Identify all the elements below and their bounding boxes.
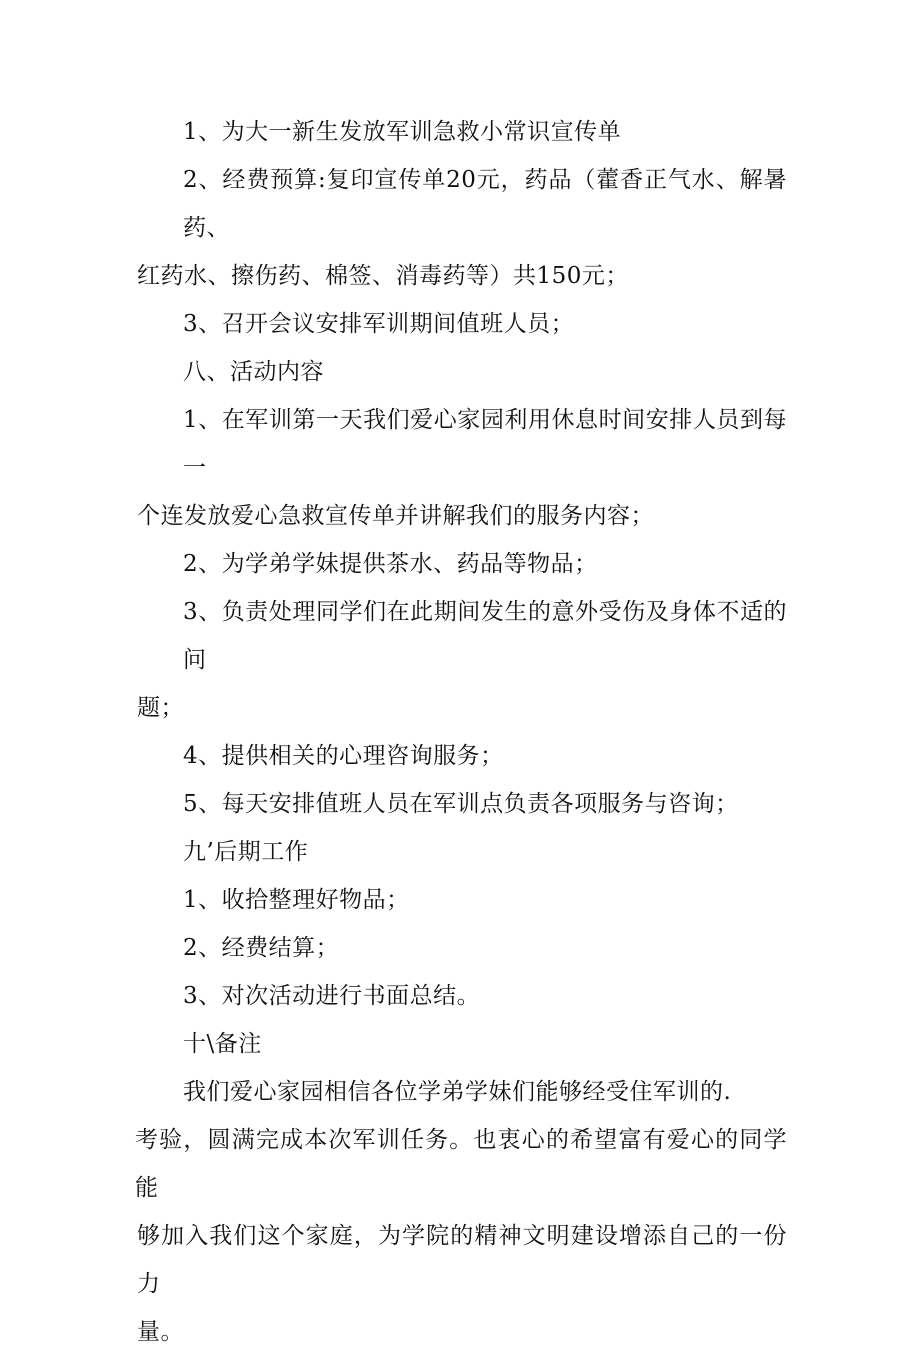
list-item-summary [137, 972, 787, 1020]
list-item-duty-meeting [137, 300, 787, 348]
section-heading: 九’后期工作 [183, 839, 309, 865]
paragraph-line: 够加入我们这个家庭，为学院的精神文明建设增添自己的一份力 [137, 1223, 787, 1297]
paragraph-line: 个连发放爱心急救宣传单并讲解我们的服务内容； [137, 503, 654, 529]
list-item-injury-handling [137, 588, 787, 732]
paragraph-line: 3、召开会议安排军训期间值班人员； [183, 311, 575, 337]
paragraph-line: 1、在军训第一天我们爱心家园利用休息时间安排人员到每一 [183, 407, 787, 481]
section-heading-activity-content [137, 348, 787, 396]
paragraph-line: 2、经费结算； [183, 935, 340, 961]
closing-paragraph [137, 1068, 787, 1356]
paragraph-line: 4、提供相关的心理咨询服务； [183, 743, 504, 769]
section-heading: 八、活动内容 [183, 359, 324, 385]
section-heading-follow-up [137, 828, 787, 876]
list-item-tea-medicine [137, 540, 787, 588]
section-heading: 十\备注 [183, 1031, 262, 1057]
section-heading-remarks [137, 1020, 787, 1068]
list-item-settlement [137, 924, 787, 972]
list-item-distribute-leaflets [137, 108, 787, 156]
list-item-counseling [137, 732, 787, 780]
paragraph-line: 量。 [137, 1319, 184, 1345]
list-item-first-day [137, 396, 787, 540]
paragraph-line: 红药水、擦伤药、棉签、消毒药等）共150元； [137, 263, 629, 289]
paragraph-line: 3、负责处理同学们在此期间发生的意外受伤及身体不适的问 [183, 599, 787, 673]
paragraph-line: 3、对次活动进行书面总结。 [183, 983, 481, 1009]
paragraph-line: 2、为学弟学妹提供茶水、药品等物品； [183, 551, 598, 577]
paragraph-line: 5、每天安排值班人员在军训点负责各项服务与咨询； [183, 791, 739, 817]
list-item-budget [137, 156, 787, 300]
list-item-daily-duty [137, 780, 787, 828]
paragraph-line: 1、收拾整理好物品； [183, 887, 410, 913]
paragraph-line: 题； [137, 695, 184, 721]
paragraph-line: 2、经费预算:复印宣传单20元，药品（藿香正气水、解暑药、 [183, 167, 787, 241]
list-item-tidy-up [137, 876, 787, 924]
paragraph-line: 我们爱心家园相信各位学弟学妹们能够经受住军训的. [183, 1079, 732, 1105]
paragraph-line: 考验，圆满完成本次军训任务。也衷心的希望富有爱心的同学能 [135, 1127, 787, 1201]
document-body [137, 108, 787, 1356]
paragraph-line: 1、为大一新生发放军训急救小常识宣传单 [183, 119, 622, 145]
